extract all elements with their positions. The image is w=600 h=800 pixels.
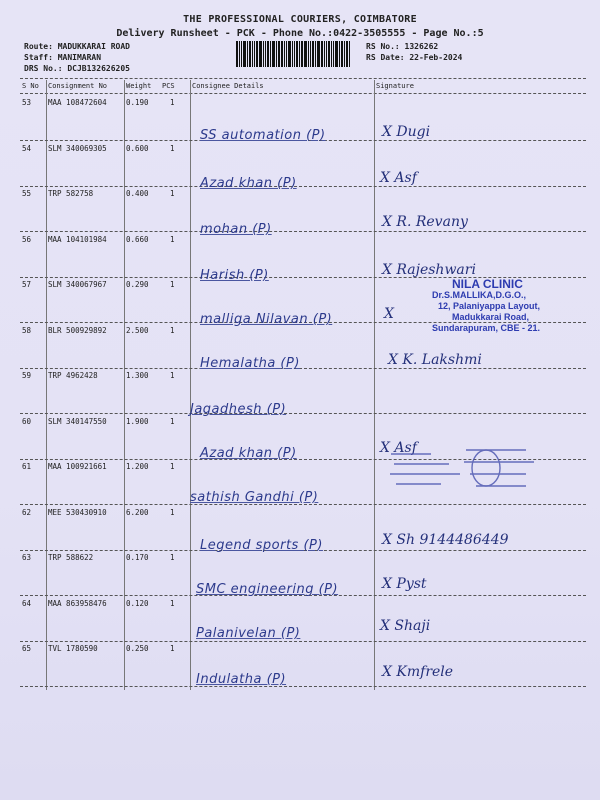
row-consignment: SLM 340067967: [48, 280, 107, 289]
row-sno: 58: [22, 325, 32, 335]
row-sno: 54: [22, 143, 32, 153]
signature: X Sh 9144486449: [382, 532, 509, 548]
row-weight: 0.400: [126, 189, 149, 198]
signature: X Asf: [380, 440, 417, 456]
consignee-name: SMC engineering (P): [196, 582, 339, 597]
row-divider: [20, 641, 586, 642]
row-weight: 0.660: [126, 234, 149, 244]
row-sno: 61: [22, 462, 32, 471]
row-pcs: 1: [170, 371, 175, 380]
rs-no-label: RS No.: 1326262: [366, 42, 439, 51]
grid-line: [190, 80, 191, 690]
document-title: THE PROFESSIONAL COURIERS, COIMBATORE: [183, 14, 417, 25]
row-consignment: SLM 340147550: [48, 416, 107, 426]
consignee-name: Harish (P): [200, 268, 269, 283]
rs-date-label: RS Date: 22-Feb-2024: [366, 53, 463, 62]
row-consignment: TVL 1780590: [48, 644, 98, 653]
col-weight: Weight: [126, 82, 152, 90]
row-weight: 0.600: [126, 143, 149, 153]
row-pcs: 1: [170, 189, 175, 198]
row-pcs: 1: [170, 507, 175, 517]
row-divider: [20, 231, 586, 232]
signature: X Asf: [380, 170, 417, 186]
row-consignment: BLR 500929892: [48, 325, 107, 335]
stamp-line: Madukkarai Road,: [452, 312, 530, 322]
clinic-stamp: [432, 279, 540, 334]
stamp-line: NILA CLINIC: [452, 277, 523, 291]
col-consignee: Consignee Details: [192, 82, 264, 90]
stamp-line: Sundarapuram, CBE - 21.: [432, 323, 541, 333]
signature: X Rajeshwari: [382, 262, 476, 278]
consignee-name: Indulatha (P): [196, 672, 287, 687]
row-sno: 55: [22, 189, 32, 198]
signature: X Pyst: [382, 576, 427, 592]
row-pcs: 1: [170, 234, 175, 244]
signature: X Dugi: [382, 124, 431, 140]
row-consignment: MAA 108472604: [48, 98, 107, 107]
drs-label: DRS No.: DCJB132626205: [24, 64, 130, 73]
stamp-line: Dr.S.MALLIKA,D.G.O.,: [432, 290, 527, 300]
row-pcs: 1: [170, 280, 175, 289]
signature: X R. Revany: [382, 214, 468, 230]
row-weight: 6.200: [126, 507, 149, 517]
row-sno: 59: [22, 371, 32, 380]
route-label: Route: MADUKKARAI ROAD: [24, 42, 130, 51]
row-consignment: MAA 863958476: [48, 598, 107, 608]
consignee-name: Hemalatha (P): [200, 356, 300, 371]
consignee-name: malliga Nilavan (P): [200, 312, 333, 327]
row-pcs: 1: [170, 143, 175, 153]
consignee-name: Azad khan (P): [200, 176, 297, 191]
row-pcs: 1: [170, 462, 175, 471]
row-sno: 63: [22, 553, 32, 562]
row-pcs: 1: [170, 416, 175, 426]
row-weight: 0.190: [126, 98, 149, 107]
grid-line: [374, 80, 375, 690]
staff-label: Staff: MANIMARAN: [24, 53, 102, 62]
row-weight: 1.900: [126, 416, 149, 426]
row-pcs: 1: [170, 325, 175, 335]
column-divider: [20, 93, 586, 94]
row-sno: 53: [22, 98, 32, 107]
row-consignment: SLM 340069305: [48, 143, 107, 153]
row-divider: [20, 186, 586, 187]
row-consignment: MEE 530430910: [48, 507, 107, 517]
faded-stamp-icon: [386, 442, 556, 492]
row-divider: [20, 368, 586, 369]
consignee-name: Palanivelan (P): [196, 626, 301, 641]
grid-line: [124, 80, 125, 690]
row-weight: 0.250: [126, 644, 149, 653]
col-signature: Signature: [376, 82, 414, 90]
row-sno: 64: [22, 598, 32, 608]
stamp-line: 12, Palaniyappa Layout,: [438, 301, 541, 311]
signature: X: [384, 306, 394, 322]
row-consignment: MAA 100921661: [48, 462, 107, 471]
row-consignment: TRP 4962428: [48, 371, 98, 380]
row-pcs: 1: [170, 644, 175, 653]
consignee-name: mohan (P): [200, 222, 272, 237]
consignee-name: Jagadhesh (P): [190, 402, 287, 417]
row-weight: 0.290: [126, 280, 149, 289]
row-weight: 1.200: [126, 462, 149, 471]
col-consignment: Consignment No: [48, 82, 108, 90]
grid-line: [46, 80, 47, 690]
consignee-name: Azad khan (P): [200, 446, 297, 461]
document-subtitle: Delivery Runsheet - PCK - Phone No.:0422-3505555 - Page No.:5: [116, 28, 484, 39]
row-pcs: 1: [170, 598, 175, 608]
consignee-name: Legend sports (P): [200, 538, 323, 553]
row-sno: 65: [22, 644, 32, 653]
row-consignment: TRP 588622: [48, 553, 94, 562]
row-pcs: 1: [170, 553, 175, 562]
row-sno: 60: [22, 416, 32, 426]
row-sno: 62: [22, 507, 32, 517]
signature: X K. Lakshmi: [388, 352, 482, 368]
row-sno: 57: [22, 280, 32, 289]
row-weight: 1.300: [126, 371, 149, 380]
consignee-name: sathish Gandhi (P): [190, 490, 319, 505]
row-divider: [20, 413, 586, 414]
row-weight: 0.170: [126, 553, 149, 562]
row-consignment: TRP 582758: [48, 189, 94, 198]
consignee-name: SS automation (P): [200, 128, 326, 143]
row-divider: [20, 686, 586, 687]
row-weight: 2.500: [126, 325, 149, 335]
row-pcs: 1: [170, 98, 175, 107]
row-weight: 0.120: [126, 598, 149, 608]
row-consignment: MAA 104101984: [48, 234, 107, 244]
col-sno: S No: [22, 82, 39, 90]
col-pcs: PCS: [162, 82, 175, 90]
row-sno: 56: [22, 234, 32, 244]
header-divider: [20, 78, 586, 79]
signature: X Kmfrele: [382, 664, 454, 680]
signature: X Shaji: [380, 618, 431, 634]
barcode: [236, 41, 354, 67]
